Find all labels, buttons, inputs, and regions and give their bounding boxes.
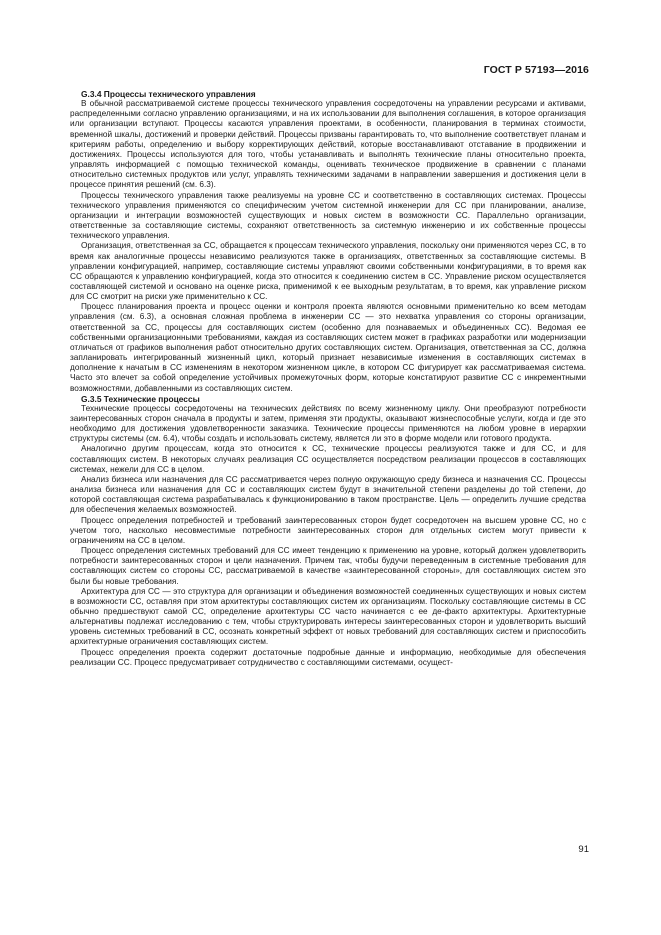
paragraph: Анализ бизнеса или назначения для СС рассматривается через полную окружающую среду бизнеса и назначения СС. Процессы анализа бизнеса или назначения для СС и составляющих систем будут в значительной степени разделены до той степени, до которой составляющая система разрабатывалась к функционированию в таком пространстве. Цель — определить лучшие средства для обеспечения желаемых возможностей. (70, 474, 586, 515)
page-number: 91 (578, 844, 589, 855)
section-g-3-5 (70, 394, 586, 668)
paragraph: Архитектура для СС — это структура для организации и объединения возможностей соединенных существующих и новых систем в возможности СС, оставляя при этом архитектуры составляющих систем их организациям. Поскольку составляющие системы в СС обычно предшествуют самой СС, определение архитектуры СС часто начинается с ее де-факто архитектуры. Архитектурные альтернативы подлежат исследованию с тем, чтобы структурировать интересы заинтересованных сторон и удовлетворить высший уровень системных требований в СС, осознать конкретный эффект от новых требований для составляющих систем и приспособить архитектурные ограничения составляющих систем. (70, 586, 586, 647)
paragraph: Технические процессы сосредоточены на технических действиях по всему жизненному циклу. Они преобразуют потребности заинтересованных сторон сначала в продукты и затем, применяя эти продукты, оказывают жизнеспособные услуги, когда и где это необходимо для достижения удовлетворенности заказчика. Технические процессы применяются на любом уровне в иерархии структуры системы (см. 6.4), чтобы создать и использовать систему, является ли это в форме модели или готового продукта. (70, 403, 586, 444)
paragraph: Процесс планирования проекта и процесс оценки и контроля проекта являются основными применительно ко всем методам управления (см. 6.3), а основная сложная проблема в инженерии СС — это нехватка управления со стороны организации, ответственной за СС, процессы для составляющих систем (особенно для познаваемых и объединенных СС). Ведомая ее собственными организационными требованиями, каждая из составляющих систем может в графиках разработки или модернизации отличаться от графиков выполнения работ относительно других составляющих систем. Организация, ответственная за СС, должна запланировать интегрированный жизненный цикл, который признает независимые изменения в составляющих системах в дополнение к начатым в СС изменениям в некотором жизненном цикле, в котором СС фигурирует как рассматриваемая система. Часто это влечет за собой определение устойчивых промежуточных форм, которые констатируют развитие СС с инкрементными возможностями, добавленными из составляющих систем. (70, 302, 586, 393)
paragraph: В обычной рассматриваемой системе процессы технического управления сосредоточены на управлении ресурсами и активами, распределенными согласно управлению организациями, и на их использовании для выполнения соглашения, в которое организация или организации вступают. Процессы касаются управления проектами, в особенности, планирования в терминах стоимости, временной шкалы, достижений и проверки действий. Процессы призваны гарантировать то, что выполнение соответствует планам и критериям работы, определению и выбору корректирующих действий, которые восстанавливают отставание в продвижении и достижениях. Процессы используются для того, чтобы устанавливать и выполнять технические планы относительно проекта, управлять информацией с помощью технической команды, оценивать техническое продвижение в сравнении с планами относительно системных продуктов или услуг, управлять техническими задачами в направлении завершения и достижения цели в процессе принятия решений (см. 6.3). (70, 99, 586, 190)
paragraph: Процессы технического управления также реализуемы на уровне СС и соответственно в составляющих системах. Процессы технического управления применяются со специфическим учетом системной инженерии для СС при планировании, анализе, организации и интеграции возможностей существующих и новых систем в возможности СС. Параллельно организации, ответственные за составляющие системы, сохраняют ответственность за системную инженерию и их собственные процессы технического управления. (70, 190, 586, 241)
document-id: ГОСТ Р 57193—2016 (483, 64, 589, 76)
paragraph: Процесс определения потребностей и требований заинтересованных сторон будет сосредоточен на высшем уровне СС, но с учетом того, насколько несовместимые потребности заинтересованных сторон для отдельных систем могут привести к ограничениям на СС в целом. (70, 515, 586, 545)
section-heading: G.3.4 Процессы технического управления (81, 89, 256, 99)
section-g-3-4 (70, 89, 586, 394)
paragraph: Процесс определения проекта содержит достаточные подробные данные и информацию, необходимые для обеспечения реализации СС. Процесс предусматривает сотрудничество с составляющими системами, осущест- (70, 647, 586, 667)
paragraph: Аналогично другим процессам, когда это относится к СС, технические процессы реализуются также и для СС, и для составляющих систем. В некоторых случаях реализация СС осуществляется посредством реализации процессов в составляющих системах, нежели для СС в целом. (70, 444, 586, 474)
paragraph: Процесс определения системных требований для СС имеет тенденцию к применению на уровне, который должен удовлетворить потребности заинтересованных сторон и цели назначения. Причем так, чтобы будучи переведенным в системные требования для составляющих систем со стороны СС, рассматриваемой в качестве «заинтересованной стороны», для составляющих систем это были бы новые требования. (70, 546, 586, 586)
paragraph: Организация, ответственная за СС, обращается к процессам технического управления, поскольку они применяются через СС, в то время как аналогичные процессы независимо реализуются также в организациях, ответственных за составляющие системы. В управлении конфигурацией, например, составляющие системы управляют своими собственными конфигурациями, в то время как СС обращаются к управлению конфигурацией, когда это относится к соединению систем в СС. Управление риском осуществляется составляющей системой и основано на оценке риска, применимой к ее выходным результатам, в то время, как управление риском для СС смотрит на риски уже применительно к СС. (70, 241, 587, 302)
section-heading: G.3.5 Технические процессы (81, 393, 200, 404)
page-content (70, 89, 586, 668)
